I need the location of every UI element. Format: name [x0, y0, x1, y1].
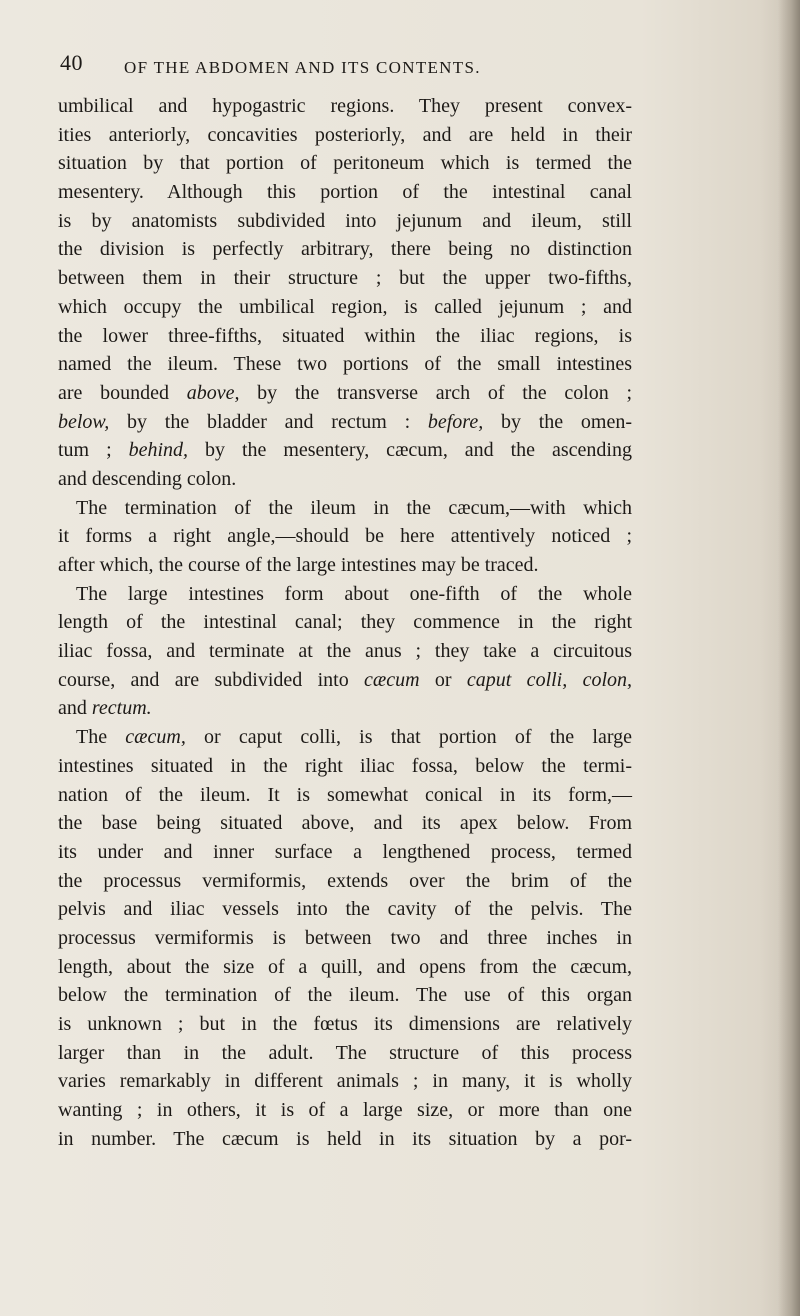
text-line	[58, 235, 632, 264]
text-line	[58, 1010, 632, 1039]
text-line	[58, 436, 632, 465]
text-line	[58, 867, 632, 896]
text-segment: nation of the ileum. It is somewhat conical in its form,—	[58, 783, 632, 806]
text-line	[58, 838, 632, 867]
text-line	[58, 752, 632, 781]
text-line	[58, 666, 632, 695]
text-segment: by the mesentery, cæcum, and the ascending	[188, 439, 632, 462]
text-line	[58, 149, 632, 178]
text-segment: length of the intestinal canal; they commence in the right	[58, 611, 632, 634]
text-line	[58, 207, 632, 236]
text-line	[58, 924, 632, 953]
text-line	[58, 264, 632, 293]
text-segment: ities anteriorly, concavities posteriorly, and are held in their	[58, 123, 632, 146]
page-header	[60, 50, 760, 80]
text-line	[58, 293, 632, 322]
text-line	[58, 1096, 632, 1125]
text-segment: and descending colon.	[58, 467, 237, 490]
text-segment: or	[419, 668, 467, 691]
italic-term: rectum.	[91, 697, 152, 720]
text-segment: are bounded	[58, 381, 187, 404]
text-line	[58, 121, 632, 150]
text-segment: the lower three-fifths, situated within the iliac regions, is	[58, 324, 632, 347]
text-line	[58, 580, 632, 609]
text-line	[58, 322, 632, 351]
text-line	[58, 637, 632, 666]
text-segment: by the omen-	[483, 410, 632, 433]
text-line	[58, 92, 632, 121]
text-segment: and	[58, 697, 92, 720]
text-segment: umbilical and hypogastric regions. They present convex-	[58, 95, 632, 117]
text-line	[58, 723, 632, 752]
page-edge-shadow	[778, 0, 800, 1316]
text-segment: after which, the course of the large intestines may be traced.	[58, 554, 539, 576]
italic-term: before,	[427, 410, 484, 433]
italic-term: cæcum	[364, 668, 420, 691]
text-segment: in number. The cæcum is held in its situation by a por-	[58, 1127, 632, 1150]
text-segment: by the bladder and rectum :	[109, 410, 428, 433]
text-line	[58, 781, 632, 810]
italic-term: behind,	[128, 439, 189, 462]
text-segment: its under and inner surface a lengthened process, termed	[58, 840, 632, 863]
text-segment: the base being situated above, and its apex below. From	[58, 812, 632, 835]
text-segment: which occupy the umbilical region, is called jejunum ; and	[58, 295, 632, 318]
text-line	[58, 465, 632, 494]
text-segment: it forms a right angle,—should be here attentively noticed ;	[58, 525, 632, 548]
running-head: OF THE ABDOMEN AND ITS CONTENTS.	[124, 58, 481, 77]
text-line	[58, 953, 632, 982]
text-line	[58, 379, 632, 408]
text-segment: iliac fossa, and terminate at the anus ; they take a circuitous	[58, 640, 632, 663]
text-segment: by the transverse arch of the colon ;	[239, 381, 632, 404]
text-segment: larger than in the adult. The structure of this process	[58, 1041, 632, 1064]
text-line	[58, 895, 632, 924]
text-line	[58, 350, 632, 379]
text-segment: situation by that portion of peritoneum which is termed the	[58, 152, 632, 175]
text-segment: tum ;	[58, 439, 129, 462]
text-segment: between them in their structure ; but the upper two-fifths,	[58, 267, 632, 290]
text-segment: the division is perfectly arbitrary, there being no distinction	[58, 238, 632, 261]
body-text	[58, 92, 632, 1153]
text-line	[58, 1067, 632, 1096]
text-segment: The	[76, 726, 126, 749]
text-line	[58, 981, 632, 1010]
text-segment: The large intestines form about one-fifth of the whole	[76, 582, 632, 605]
text-segment: processus vermiformis is between two and three inches in	[58, 926, 632, 949]
text-segment: below the termination of the ileum. The use of this organ	[58, 984, 632, 1007]
text-line	[58, 694, 632, 723]
text-segment: mesentery. Although this portion of the intestinal canal	[58, 181, 632, 204]
text-line	[58, 1039, 632, 1068]
text-segment: pelvis and iliac vessels into the cavity of the pelvis. The	[58, 898, 632, 921]
text-line	[58, 408, 632, 437]
text-segment: course, and are subdivided into	[58, 668, 365, 691]
text-line	[58, 1125, 632, 1154]
text-segment: varies remarkably in different animals ; in many, it is wholly	[58, 1070, 632, 1093]
italic-term: above,	[186, 381, 240, 404]
text-line	[58, 522, 632, 551]
text-segment: is unknown ; but in the fœtus its dimensions are relatively	[58, 1013, 632, 1035]
text-line	[58, 551, 632, 580]
text-segment: named the ileum. These two portions of the small intestines	[58, 353, 632, 376]
text-line	[58, 178, 632, 207]
page-number: 40	[60, 50, 83, 75]
text-segment: or caput colli, is that portion of the large	[185, 726, 632, 749]
text-segment: The termination of the ileum in the cæcum,—with which	[76, 496, 632, 519]
text-line	[58, 809, 632, 838]
italic-term: below,	[58, 410, 110, 433]
text-line	[58, 494, 632, 523]
text-line	[58, 608, 632, 637]
text-segment: the processus vermiformis, extends over the brim of the	[58, 869, 632, 892]
italic-term: caput colli, colon,	[466, 668, 632, 691]
text-segment: wanting ; in others, it is of a large size, or more than one	[58, 1099, 632, 1122]
text-segment: intestines situated in the right iliac fossa, below the termi-	[58, 754, 632, 777]
text-segment: length, about the size of a quill, and opens from the cæcum,	[58, 955, 632, 978]
text-segment: is by anatomists subdivided into jejunum and ileum, still	[58, 209, 632, 232]
italic-term: cæcum,	[125, 726, 186, 749]
